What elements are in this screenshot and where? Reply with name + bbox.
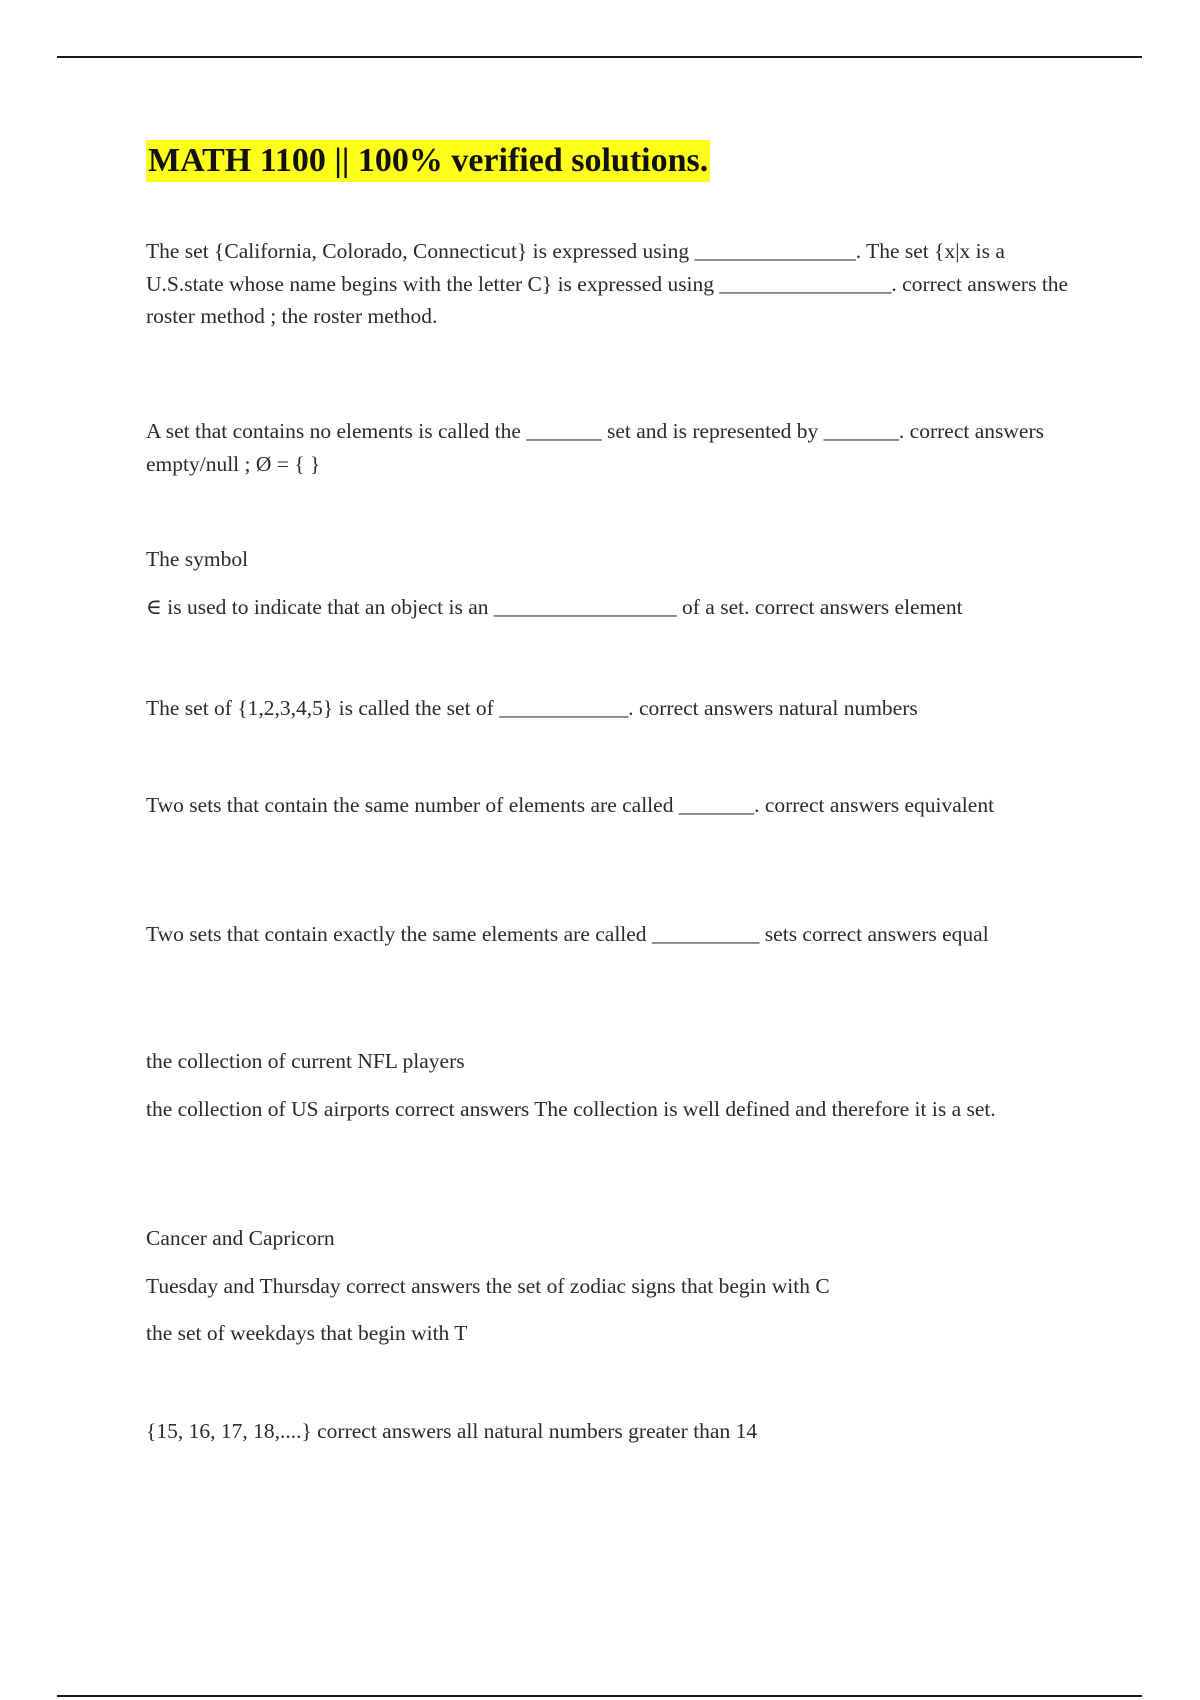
qa-item-3 (146, 543, 1076, 623)
document-page (146, 140, 1076, 182)
qa-text: The set {California, Colorado, Connecticut} is expressed using _______________. The set {x|x is a U.S.state whose name begins with the letter C} is expressed using ________________. correct answers the roster method ; the roster method. (146, 239, 1069, 328)
qa-item-1 (146, 235, 1076, 333)
top-rule (57, 56, 1142, 58)
qa-text: the collection of US airports correct answers The collection is well defined and therefore it is a set. (146, 1096, 996, 1121)
bottom-rule (57, 1695, 1142, 1697)
qa-text: The set of {1,2,3,4,5} is called the set of ____________. correct answers natural numbers (146, 696, 918, 720)
qa-item-6 (146, 918, 1076, 951)
qa-text: Tuesday and Thursday correct answers the set of zodiac signs that begin with C (146, 1273, 830, 1298)
qa-item-2 (146, 415, 1076, 480)
qa-item-5 (146, 789, 1076, 822)
document-title: MATH 1100 || 100% verified solutions. (146, 140, 710, 182)
qa-item-8 (146, 1222, 1076, 1350)
qa-item-4 (146, 692, 1076, 725)
qa-item-9 (146, 1415, 1076, 1448)
qa-text: ∈ is used to indicate that an object is an _________________ of a set. correct answers element (146, 594, 963, 619)
qa-item-7 (146, 1045, 1076, 1125)
qa-text: the collection of current NFL players (146, 1049, 465, 1073)
qa-text: Two sets that contain exactly the same elements are called __________ sets correct answers equal (146, 922, 989, 946)
qa-text: Two sets that contain the same number of elements are called _______. correct answers equivalent (146, 793, 995, 817)
qa-text: The symbol (146, 547, 249, 571)
qa-text: Cancer and Capricorn (146, 1226, 335, 1250)
qa-text: the set of weekdays that begin with T (146, 1321, 468, 1345)
qa-text: A set that contains no elements is called the _______ set and is represented by _______. correct answers empty/null ; Ø = { } (146, 419, 1044, 476)
qa-text: {15, 16, 17, 18,....} correct answers all natural numbers greater than 14 (146, 1419, 758, 1443)
